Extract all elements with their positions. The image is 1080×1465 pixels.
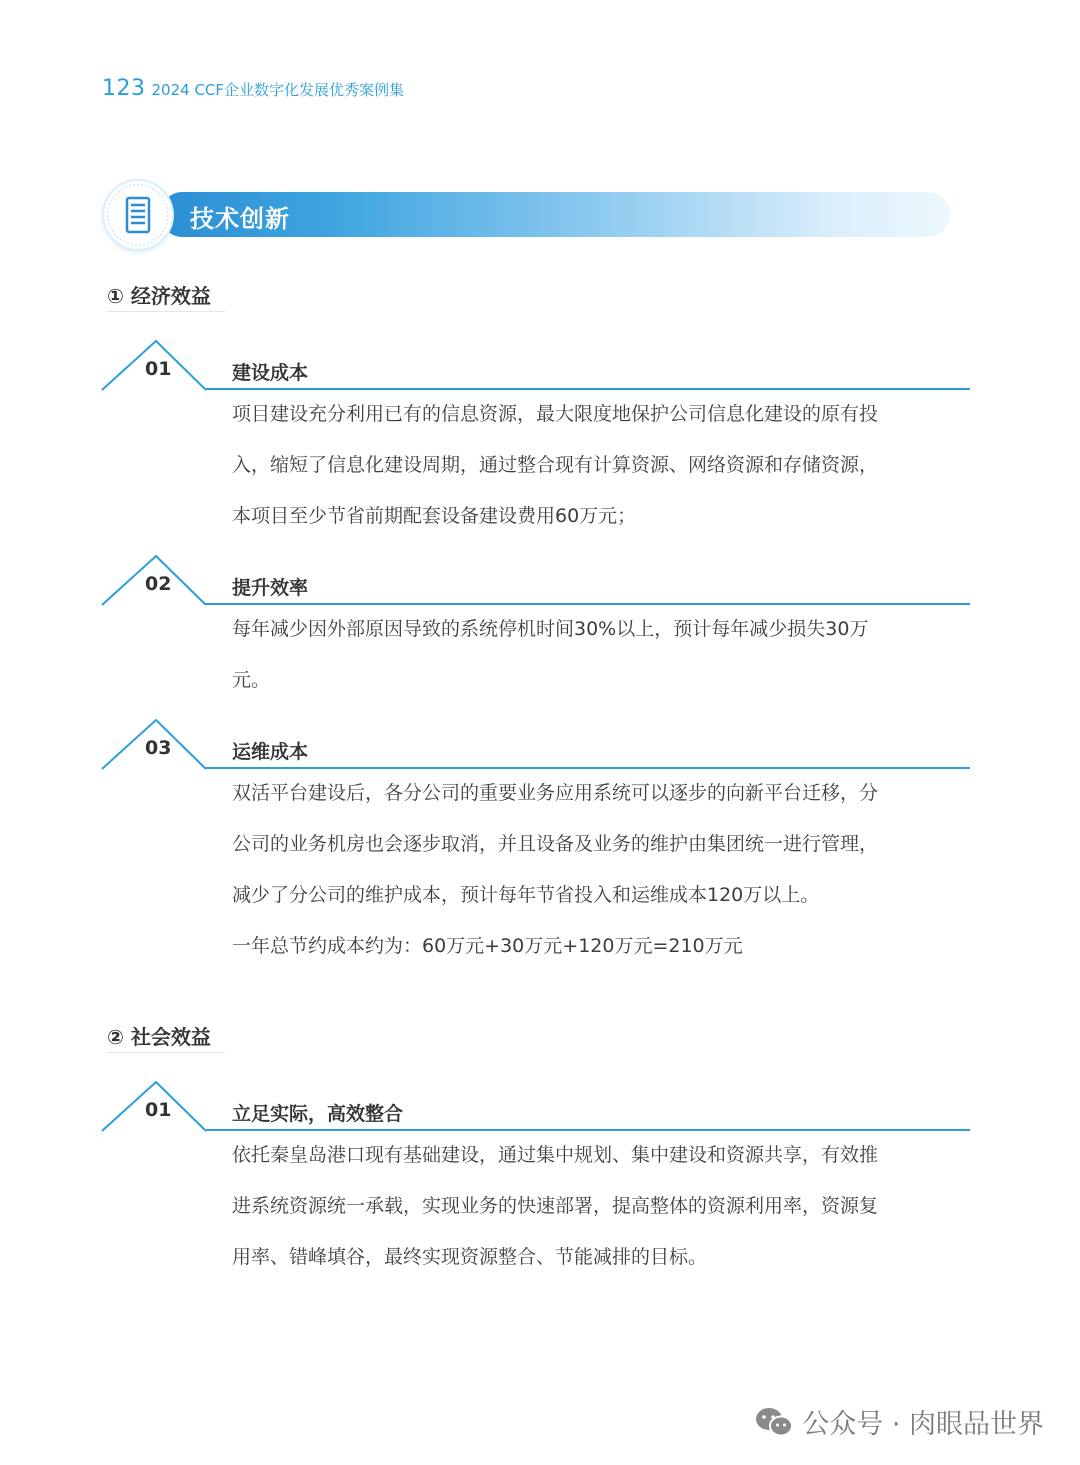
item-body: [232, 1130, 977, 1283]
section-title-social: ② 社会效益: [107, 1025, 211, 1049]
body-line: 进系统资源统一承载，实现业务的快速部署，提高整体的资源利用率，资源复: [232, 1195, 879, 1217]
server-icon: [104, 181, 172, 249]
item-number: 01: [145, 1099, 172, 1121]
body-line: 依托秦皇岛港口现有基础建设，通过集中规划、集中建设和资源共享，有效推: [232, 1144, 879, 1166]
item-body: [232, 604, 977, 706]
document-title: 2024 CCF企业数字化发展优秀案例集: [151, 81, 405, 99]
item-number: 01: [145, 358, 172, 380]
body-line: 入，缩短了信息化建设周期，通过整合现有计算资源、网络资源和存储资源，: [232, 454, 879, 476]
body-line: 用率、错峰填谷，最终实现资源整合、节能减排的目标。: [232, 1246, 708, 1268]
body-line: 项目建设充分利用已有的信息资源，最大限度地保护公司信息化建设的原有投: [232, 403, 879, 425]
body-line: 每年减少因外部原因导致的系统停机时间30%以上，预计每年减少损失30万: [232, 618, 869, 640]
page-header: [102, 76, 404, 101]
body-line: 公司的业务机房也会逐步取消，并且设备及业务的维护由集团统一进行管理，: [232, 833, 879, 855]
item-number: 02: [145, 573, 172, 595]
body-line: 减少了分公司的维护成本，预计每年节省投入和运维成本120万以上。: [232, 884, 820, 906]
watermark-text: 公众号 · 肉眼品世界: [802, 1409, 1044, 1440]
section-underline: [107, 311, 225, 312]
item-number: 03: [145, 737, 172, 759]
item-title: 立足实际，高效整合: [232, 1103, 404, 1125]
body-line: 一年总节约成本约为：60万元+30万元+120万元=210万元: [232, 935, 743, 957]
item-title: 提升效率: [232, 577, 309, 599]
section-title-economic: ① 经济效益: [107, 284, 211, 308]
wechat-icon: [754, 1406, 794, 1445]
banner-title: 技术创新: [190, 205, 290, 233]
body-line: 本项目至少节省前期配套设备建设费用60万元；: [232, 505, 637, 527]
section-underline: [107, 1052, 225, 1053]
watermark: [754, 1402, 1044, 1445]
item-body: [232, 389, 977, 542]
item-title: 运维成本: [232, 741, 309, 763]
body-line: 双活平台建设后，各分公司的重要业务应用系统可以逐步的向新平台迁移，分: [232, 782, 879, 804]
page-number: 123: [102, 76, 146, 101]
body-line: 元。: [232, 669, 271, 691]
item-body: [232, 768, 977, 972]
item-title: 建设成本: [232, 362, 309, 384]
